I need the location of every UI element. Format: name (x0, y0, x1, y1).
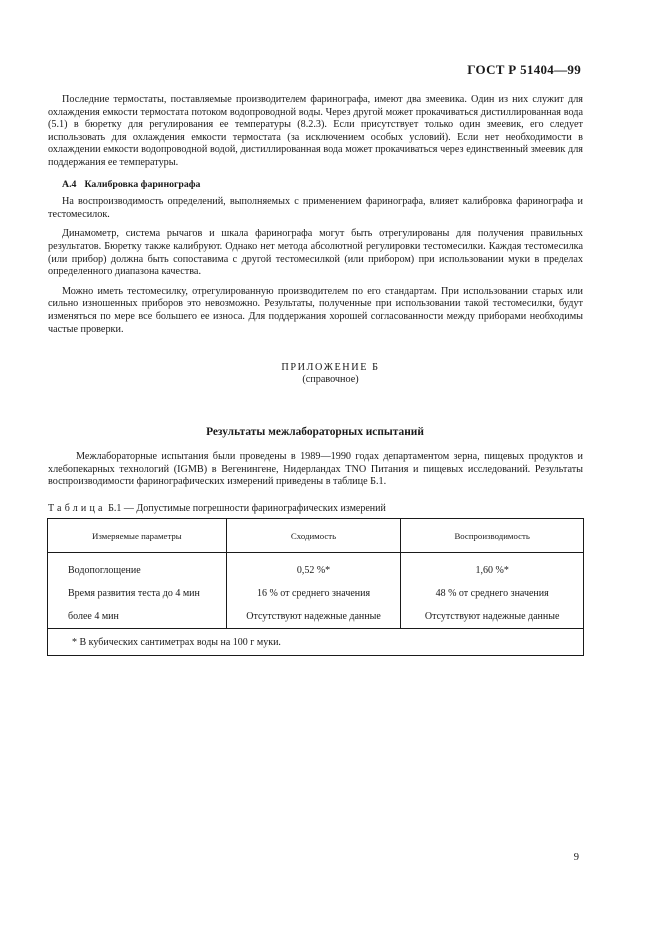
paragraph: Можно иметь тестомесилку, отрегулированную производителем по его стандартам. При использовании старых или сильно изношенных приборов это невозможно. Результаты, полученные при использовании такой тестомесилки, будут изменяться по мере все большего ее износа. Для поддержания хорошей согласованности между приборами необходимы частые проверки. (48, 285, 583, 335)
column-header: Измеряемые параметры (48, 519, 227, 553)
table-footnote-row (48, 629, 584, 656)
appendix-intro (48, 451, 583, 489)
paragraph: Динамометр, система рычагов и шкала фаринографа могут быть отрегулированы для получения правильных результатов. Бюретку также калибруют. Однако нет метода абсолютной регулировки тестомесилки. Каждая тестомесилка (или прибор) должна быть сопоставима с другой тестомесилкой (или прибором) при использовании муки в пределах определенного диапазона качества. (48, 228, 583, 278)
table-caption (48, 503, 386, 514)
paragraph: Межлабораторные испытания были проведены в 1989—1990 годах департаментом зерна, пищевых продуктов и хлебопекарных технологий (IGMB) в Вегенингене, Нидерландах TNO Питания и пищевых исследований. Результаты воспроизводимости фаринографических измерений приведены в таблице Б.1. (48, 451, 583, 488)
table-cell: 48 % от среднего значения (401, 582, 584, 605)
body-text (48, 94, 583, 345)
table-cell: 1,60 %* (401, 553, 584, 583)
appendix-heading: Результаты межлабораторных испытаний (206, 426, 424, 438)
table-row (48, 605, 584, 629)
table-caption-prefix: Таблица (48, 503, 106, 514)
table-cell: Время развития теста до 4 мин (48, 582, 227, 605)
section-heading (62, 179, 583, 192)
table-row (48, 553, 584, 583)
column-header: Воспроизводимость (401, 519, 584, 553)
document-code: ГОСТ Р 51404—99 (467, 62, 581, 77)
tolerance-table (47, 518, 584, 656)
table-cell: 0,52 %* (226, 553, 401, 583)
appendix-title: ПРИЛОЖЕНИЕ Б (281, 362, 380, 373)
paragraph: На воспроизводимость определений, выполняемых с применением фаринографа, влияет калибровка фаринографа и тестомесилок. (48, 196, 583, 220)
appendix-subtitle: (справочное) (302, 374, 359, 385)
column-header: Сходимость (226, 519, 401, 553)
page-number: 9 (573, 852, 579, 863)
appendix-header (0, 362, 661, 385)
table-cell: Водопоглощение (48, 553, 227, 583)
section-number: А.4 (62, 178, 77, 190)
table-cell: Отсутствуют надежные данные (226, 605, 401, 629)
table-row (48, 582, 584, 605)
table-cell: 16 % от среднего значения (226, 582, 401, 605)
table-caption-text: Б.1 — Допустимые погрешности фаринографических измерений (105, 503, 386, 514)
section-title: Калибровка фаринографа (84, 178, 201, 190)
table-footnote: * В кубических сантиметрах воды на 100 г муки. (48, 629, 584, 656)
paragraph: Последние термостаты, поставляемые производителем фаринографа, имеют два змеевика. Один из них служит для охлаждения емкости термостата потоком водопроводной воды. Через другой может прокачиваться дистиллированная вода (5.1) в бюретку для регулирования ее температуры (8.2.3). Если присутствует только один змеевик, его следует использовать для охлаждения емкости термостата (за исключением особых условий). Если нет необходимости в охлаждении емкости водопроводной водой, дистиллированная вода может прокачиваться через единственный змеевик для поддержания ее температуры. (48, 94, 583, 168)
table-header-row (48, 519, 584, 553)
table-cell: более 4 мин (48, 605, 227, 629)
table-cell: Отсутствуют надежные данные (401, 605, 584, 629)
